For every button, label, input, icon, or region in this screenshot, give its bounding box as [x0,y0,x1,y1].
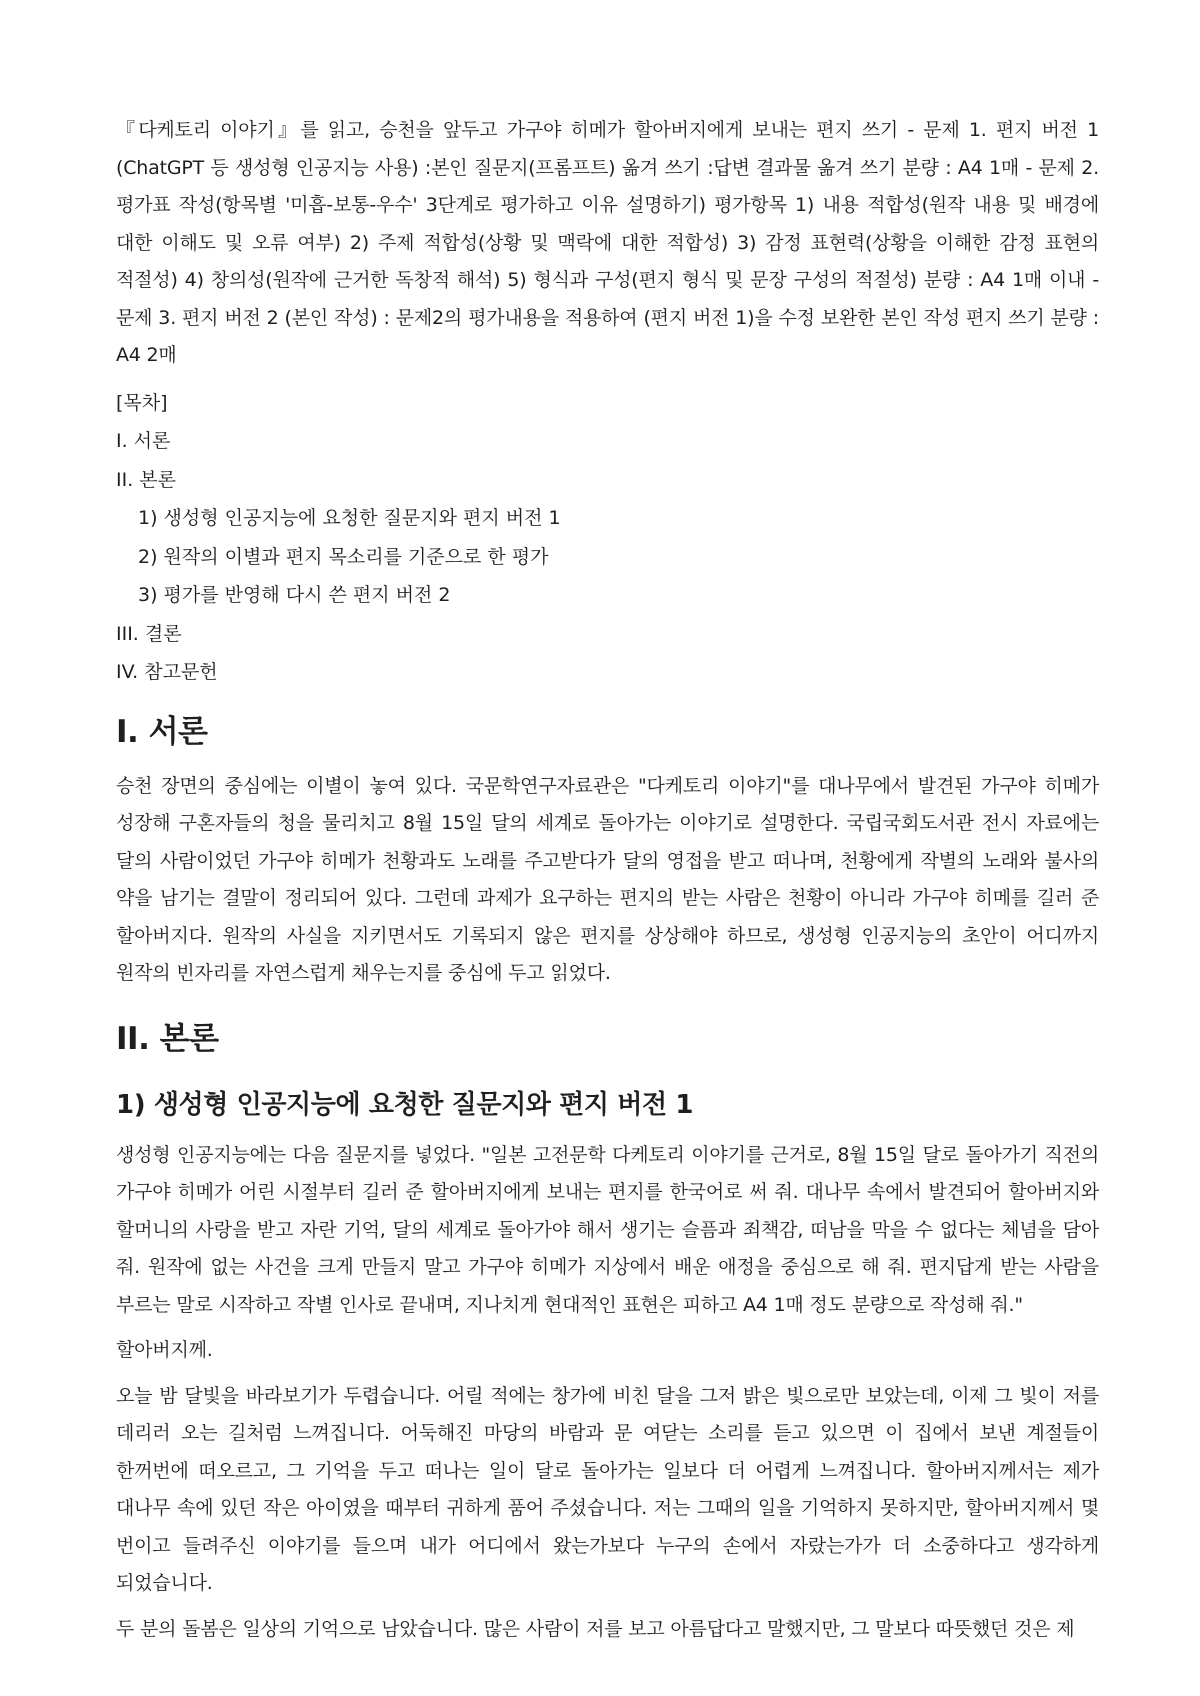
toc-title: [목차] [116,391,168,414]
ai-prompt-paragraph: 생성형 인공지능에는 다음 질문지를 넣었다. "일본 고전문학 다케토리 이야기를 근거로, 8월 15일 달로 돌아가기 직전의 가구야 히메가 어린 시절부터 길러 준 할아버지에게 보내는 편지를 한국어로 써 줘. 대나무 속에서 발견되어 할아버지와 할머니의 사랑을 받고 자란 기억, 달의 세계로 돌아가야 해서 생기는 슬픔과 죄책감, 떠남을 막을 수 없다는 체념을 담아 줘. 원작에 없는 사건을 크게 만들지 말고 가구야 히메가 지상에서 배운 애정을 중심으로 해 줘. 편지답게 받는 사람을 부르는 말로 시작하고 작별 인사로 끝내며, 지나치게 현대적인 표현은 피하고 A4 1매 정도 분량으로 작성해 줘." [116,1143,1099,1316]
toc-item-body-3: 3) 평가를 반영해 다시 쓴 편지 버전 2 [138,584,451,606]
intro-heading: I. 서론 [116,713,208,750]
toc-item-body-2: 2) 원작의 이별과 편지 목소리를 기준으로 한 평가 [138,545,549,568]
toc-item-intro: I. 서론 [116,430,171,452]
table-of-contents [116,384,1099,692]
letter-salutation: 할아버지께. [116,1339,213,1361]
toc-item-body-1: 1) 생성형 인공지능에 요청한 질문지와 편지 버전 1 [138,507,561,529]
body-heading: II. 본론 [116,1020,219,1057]
letter-paragraph-1: 오늘 밤 달빛을 바라보기가 두렵습니다. 어릴 적에는 창가에 비친 달을 그저 밝은 빛으로만 보았는데, 이제 그 빛이 저를 데리러 오는 길처럼 느껴집니다. 어둑해진 마당의 바람과 문 여닫는 소리를 듣고 있으면 이 집에서 보낸 계절들이 한꺼번에 떠오르고, 그 기억을 두고 떠나는 일이 달로 돌아가는 일보다 더 어렵게 느껴집니다. 할아버지께서는 제가 대나무 속에 있던 작은 아이였을 때부터 귀하게 품어 주셨습니다. 저는 그때의 일을 기억하지 못하지만, 할아버지께서 몇 번이고 들려주신 이야기를 들으며 내가 어디에서 왔는가보다 누구의 손에서 자랐는가가 더 소중하다고 생각하게 되었습니다. [116,1384,1099,1594]
toc-item-conclusion: III. 결론 [116,622,182,645]
subsection-heading-1: 1) 생성형 인공지능에 요청한 질문지와 편지 버전 1 [116,1089,694,1120]
toc-item-references: IV. 참고문헌 [116,661,218,683]
intro-body: 승천 장면의 중심에는 이별이 놓여 있다. 국문학연구자료관은 "다케토리 이야기"를 대나무에서 발견된 가구야 히메가 성장해 구혼자들의 청을 물리치고 8월 15일 달의 세계로 돌아가는 이야기로 설명한다. 국립국회도서관 전시 자료에는 달의 사람이었던 가구야 히메가 천황과도 노래를 주고받다가 달의 영접을 받고 떠나며, 천황에게 작별의 노래와 불사의 약을 남기는 결말이 정리되어 있다. 그런데 과제가 요구하는 편지의 받는 사람은 천황이 아니라 가구야 히메를 길러 준 할아버지다. 원작의 사실을 지키면서도 기록되지 않은 편지를 상상해야 하므로, 생성형 인공지능의 초안이 어디까지 원작의 빈자리를 자연스럽게 채우는지를 중심에 두고 읽었다. [116,774,1099,984]
toc-item-body: II. 본론 [116,468,176,491]
letter-paragraph-2: 두 분의 돌봄은 일상의 기억으로 남았습니다. 많은 사람이 저를 보고 아름답다고 말했지만, 그 말보다 따뜻했던 것은 제 [116,1617,1075,1640]
assignment-prompt: 『다케토리 이야기』를 읽고, 승천을 앞두고 가구야 히메가 할아버지에게 보내는 편지 쓰기 - 문제 1. 편지 버전 1 (ChatGPT 등 생성형 인공지능 사용) :본인 질문지(프롬프트) 옮겨 쓰기 :답변 결과물 옮겨 쓰기 분량 : A4 1매 - 문제 2. 평가표 작성(항목별 '미흡-보통-우수' 3단계로 평가하고 이유 설명하기) 평가항목 1) 내용 적합성(원작 내용 및 배경에 대한 이해도 및 오류 여부) 2) 주제 적합성(상황 및 맥락에 대한 적합성) 3) 감정 표현력(상황을 이해한 감정 표현의 적절성) 4) 창의성(원작에 근거한 독창적 해석) 5) 형식과 구성(편지 형식 및 문장 구성의 적절성) 분량 : A4 1매 이내 - 문제 3. 편지 버전 2 (본인 작성) : 문제2의 평가내용을 적용하여 (편지 버전 1)을 수정 보완한 본인 작성 편지 쓰기 분량 : A4 2매 [116,119,1099,366]
